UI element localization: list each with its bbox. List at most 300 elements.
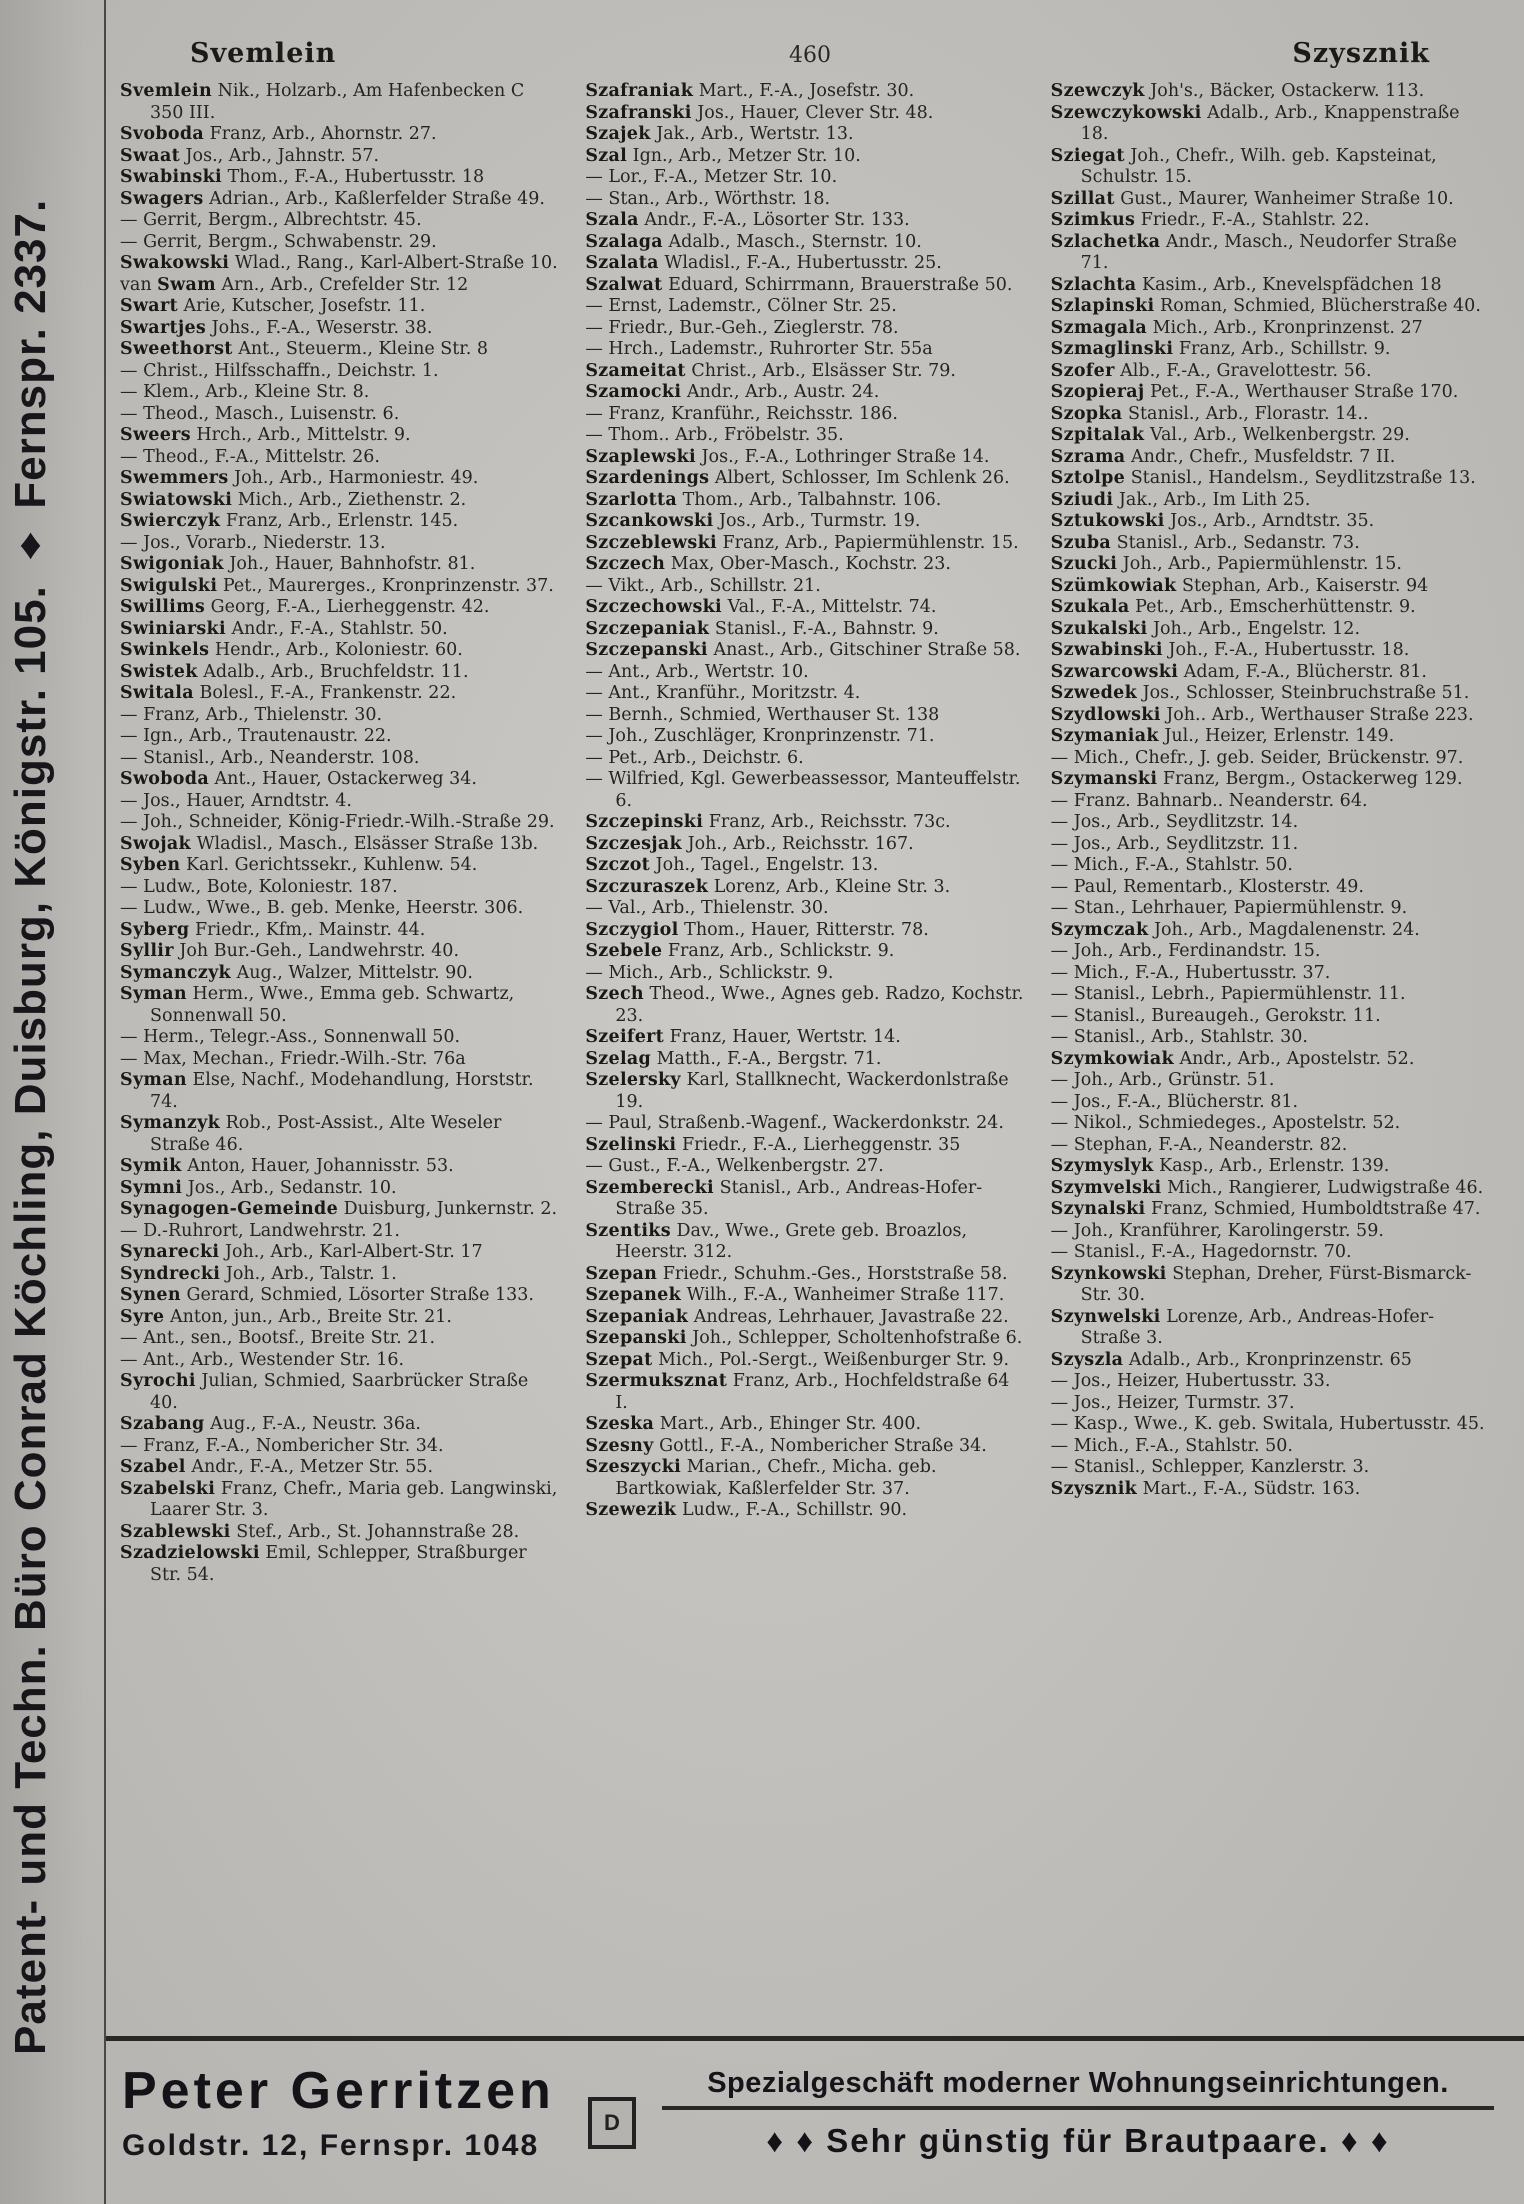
entry-surname: Szczepanski [585,640,708,660]
directory-entry: — Paul, Straßenb.-Wagenf., Wackerdonkstr. 24. [585,1113,1004,1133]
directory-entry: — Wilfried, Kgl. Gewerbeassessor, Manteuffelstr. 6. [585,769,1021,811]
directory-entry: Szeska Mart., Arb., Ehinger Str. 400. [585,1414,922,1434]
page-content [106,0,1524,2204]
directory-entry: — Pet., Arb., Deichstr. 6. [585,747,804,768]
entry-surname: Syrochi [120,1371,196,1391]
directory-entry: Swabinski Thom., F.-A., Hubertusstr. 18 [120,167,485,187]
entry-surname: Syre [120,1306,165,1327]
entry-surname: Szebele [585,941,663,961]
entry-surname: Szymyslyk [1050,1156,1154,1176]
directory-entry: Szepan Friedr., Schuhm.-Ges., Horststraße 58. [585,1263,1008,1284]
directory-entry: Szucki Joh., Arb., Papiermühlenstr. 15. [1050,554,1402,574]
directory-entry: Szymczak Joh., Arb., Magdalenenstr. 24. [1050,919,1420,940]
entry-surname: Szepaniak [585,1306,689,1327]
directory-entry: Szal Ign., Arb., Metzer Str. 10. [585,145,861,166]
directory-entry: — Nikol., Schmiedeges., Apostelstr. 52. [1050,1113,1401,1133]
directory-entry: Swagers Adrian., Arb., Kaßlerfelder Straße 49. [120,188,545,209]
directory-entry: — Paul, Rementarb., Klosterstr. 49. [1050,876,1364,897]
directory-entry: — Gust., F.-A., Welkenbergstr. 27. [585,1156,884,1176]
entry-surname: Swoboda [120,769,209,789]
directory-entry: — Mich., F.-A., Stahlstr. 50. [1050,855,1293,875]
directory-entry: Szwabinski Joh., F.-A., Hubertusstr. 18. [1050,640,1410,660]
directory-entry: Szymanski Franz, Bergm., Ostackerweg 129. [1050,769,1463,789]
entry-surname: Szlapinski [1050,296,1155,316]
entry-surname: Swigulski [120,575,218,596]
directory-entry: — Ant., Arb., Westender Str. 16. [120,1349,405,1370]
directory-entry: — Joh., Arb., Grünstr. 51. [1050,1070,1275,1090]
directory-entry: Swakowski Wlad., Rang., Karl-Albert-Straße 10. [120,253,558,273]
entry-surname: Swillims [120,597,206,617]
directory-entry: Szentiks Dav., Wwe., Grete geb. Broazlos, Heerstr. 312. [585,1220,968,1262]
directory-entry: — Ludw., Bote, Koloniestr. 187. [120,876,398,897]
directory-entry: Szopka Stanisl., Arb., Florastr. 14.. [1050,403,1369,424]
entry-surname: Szalata [585,253,659,273]
directory-entry: — Stan., Lehrhauer, Papiermühlenstr. 9. [1050,898,1408,918]
directory-entry: — Stephan, F.-A., Neanderstr. 82. [1050,1134,1348,1155]
directory-entry: Szimkus Friedr., F.-A., Stahlstr. 22. [1050,210,1370,230]
entry-surname: Swierczyk [120,511,221,531]
directory-entry: Szelag Matth., F.-A., Bergstr. 71. [585,1048,882,1069]
directory-entry: — Thom.. Arb., Fröbelstr. 35. [585,425,844,445]
page-number: 460 [789,43,831,68]
entry-surname: Szadzielowski [120,1543,260,1563]
directory-entry: Szarlotta Thom., Arb., Talbahnstr. 106. [585,489,942,510]
directory-entry: — Stan., Arb., Wörthstr. 18. [585,188,831,209]
directory-entry: Szczechowski Val., F.-A., Mittelstr. 74. [585,597,937,617]
directory-entry: Szukalski Joh., Arb., Engelstr. 12. [1050,618,1361,639]
entry-surname: Szillat [1050,188,1115,209]
directory-entry: Swigoniak Joh., Hauer, Bahnhofstr. 81. [120,554,476,574]
directory-entry: Szynwelski Lorenze, Arb., Andreas-Hofer-Straße 3. [1050,1306,1435,1348]
entry-surname: Szlachta [1050,274,1137,295]
entry-surname: Szynwelski [1050,1306,1161,1327]
entry-surname: Szewczyk [1050,81,1145,101]
directory-entry: Szalata Wladisl., F.-A., Hubertusstr. 25. [585,253,942,273]
entry-surname: Szukalski [1050,618,1148,639]
entry-surname: Symanczyk [120,962,231,983]
entry-surname: Sztolpe [1050,468,1126,488]
entry-surname: Szczot [585,855,651,875]
entry-surname: Szemberecki [585,1177,715,1198]
directory-entry: — Ign., Arb., Trautenaustr. 22. [120,726,392,746]
entry-surname: Szcankowski [585,511,714,531]
directory-entry: Szafraniak Mart., F.-A., Josefstr. 30. [585,81,915,101]
entry-surname: Szydlowski [1050,704,1161,725]
directory-entry: Synen Gerard, Schmied, Lösorter Straße 133. [120,1285,534,1305]
entry-surname: Syman [120,984,187,1004]
directory-entry: Syben Karl. Gerichtssekr., Kuhlenw. 54. [120,855,478,875]
directory-entry: Szardenings Albert, Schlosser, Im Schlenk 26. [585,468,1010,488]
directory-entry: Szczech Max, Ober-Masch., Kochstr. 23. [585,554,951,574]
directory-entry: Syndrecki Joh., Arb., Talstr. 1. [120,1263,397,1284]
entry-surname: Sweers [120,425,191,445]
directory-entry: Szmagala Mich., Arb., Kronprinzenst. 27 [1050,317,1423,338]
entry-surname: Swam [157,274,216,295]
directory-entry: Swart Arie, Kutscher, Josefstr. 11. [120,296,426,316]
directory-entry: — Val., Arb., Thielenstr. 30. [585,898,829,918]
entry-surname: Szentiks [585,1220,671,1241]
entry-surname: Szabel [120,1457,186,1477]
directory-entry: — Franz, Arb., Thielenstr. 30. [120,704,383,725]
directory-entry: Szalaga Adalb., Masch., Sternstr. 10. [585,231,922,252]
directory-entry: Szynkowski Stephan, Dreher, Fürst-Bismarck-Str. 30. [1050,1263,1472,1305]
header-right-title: Szysznik [1292,38,1430,69]
directory-entry: Szamocki Andr., Arb., Austr. 24. [585,382,880,402]
directory-entry: Szewczyk Joh's., Bäcker, Ostackerw. 113. [1050,81,1425,101]
directory-columns [120,81,1490,1586]
directory-entry: Szlachetka Andr., Masch., Neudorfer Straße 71. [1050,231,1457,273]
directory-entry: Szrama Andr., Chefr., Musfeldstr. 7 II. [1050,446,1396,467]
entry-surname: Svoboda [120,124,205,144]
directory-entry: — Jos., F.-A., Blücherstr. 81. [1050,1091,1299,1112]
directory-entry: — Hrch., Lademstr., Ruhrorter Str. 55a [585,339,933,359]
directory-entry: Szymaniak Jul., Heizer, Erlenstr. 149. [1050,726,1395,746]
directory-entry: Swistek Adalb., Arb., Bruchfeldstr. 11. [120,661,469,682]
directory-entry: Szczygiol Thom., Hauer, Ritterstr. 78. [585,919,929,940]
directory-entry: Szcankowski Jos., Arb., Turmstr. 19. [585,511,921,531]
advertiser-address: Goldstr. 12, Fernspr. 1048 [122,2128,540,2162]
directory-entry: — Jos., Hauer, Arndtstr. 4. [120,790,352,811]
directory-entry: Szabelski Franz, Chefr., Maria geb. Langwinski, Laarer Str. 3. [120,1478,558,1520]
directory-entry: — Bernh., Schmied, Werthauser St. 138 [585,704,940,725]
directory-entry: Swartjes Johs., F.-A., Weserstr. 38. [120,317,433,338]
directory-entry: — D.-Ruhrort, Landwehrstr. 21. [120,1220,400,1241]
entry-surname: Swart [120,296,178,316]
directory-entry: — Joh., Kranführer, Karolingerstr. 59. [1050,1220,1384,1241]
footer-advert-left [122,2064,582,2163]
directory-entry: Sweers Hrch., Arb., Mittelstr. 9. [120,425,411,445]
directory-entry: — Vikt., Arb., Schillstr. 21. [585,575,821,596]
entry-surname: Szabelski [120,1478,216,1499]
directory-entry: Szeszycki Marian., Chefr., Micha. geb. Bartkowiak, Kaßlerfelder Str. 37. [585,1457,937,1499]
directory-entry: Szukala Pet., Arb., Emscherhüttenstr. 9. [1050,597,1416,617]
directory-entry: Szczeblewski Franz, Arb., Papiermühlenstr. 15. [585,532,1019,553]
directory-entry: Szyszla Adalb., Arb., Kronprinzenstr. 65 [1050,1349,1412,1370]
directory-entry: Szadzielowski Emil, Schlepper, Straßburger Str. 54. [120,1543,527,1585]
entry-surname: Szlachetka [1050,231,1161,252]
entry-surname: Szümkowiak [1050,575,1177,596]
entry-surname: Szuba [1050,532,1112,553]
entry-surname: Szwedek [1050,683,1138,703]
directory-column-2 [585,81,1024,1586]
directory-entry: — Ant., Kranführ., Moritzstr. 4. [585,683,861,703]
entry-surname: Szucki [1050,554,1118,574]
entry-surname: Swiniarski [120,618,226,639]
entry-surname: Szukala [1050,597,1130,617]
directory-entry: — Gerrit, Bergm., Schwabenstr. 29. [120,231,437,252]
entry-surname: Szablewski [120,1521,231,1542]
directory-entry: Szajek Jak., Arb., Wertstr. 13. [585,124,854,144]
directory-entry: — Theod., F.-A., Mittelstr. 26. [120,446,380,467]
directory-entry: Syre Anton, jun., Arb., Breite Str. 21. [120,1306,452,1327]
directory-entry: — Jos., Arb., Seydlitzstr. 11. [1050,833,1299,854]
entry-surname: Swakowski [120,253,230,273]
directory-entry: Szelinski Friedr., F.-A., Lierheggenstr. 35 [585,1134,961,1155]
directory-entry: — Jos., Heizer, Turmstr. 37. [1050,1392,1295,1413]
entry-surname: Switala [120,683,194,703]
entry-surname: Szalwat [585,274,663,295]
directory-entry: — Friedr., Bur.-Geh., Zieglerstr. 78. [585,317,899,338]
directory-entry: — Stanisl., Lebrh., Papiermühlenstr. 11. [1050,984,1406,1004]
directory-entry: Swaat Jos., Arb., Jahnstr. 57. [120,145,380,166]
entry-surname: Szalaga [585,231,663,252]
entry-surname: Szczesjak [585,833,682,854]
entry-surname: Szaplewski [585,446,696,467]
entry-surname: Symanzyk [120,1113,221,1133]
entry-surname: Swabinski [120,167,222,187]
directory-entry: — Mich., Chefr., J. geb. Seider, Brückenstr. 97. [1050,747,1464,768]
directory-entry: — Stanisl., Bureaugeh., Gerokstr. 11. [1050,1005,1381,1026]
directory-entry: Szalwat Eduard, Schirrmann, Brauerstraße 50. [585,274,1013,295]
directory-entry: Swigulski Pet., Maurerges., Kronprinzenstr. 37. [120,575,554,596]
directory-entry: Szabang Aug., F.-A., Neustr. 36a. [120,1414,421,1434]
footer-advert [106,2036,1524,2204]
directory-entry: Szczot Joh., Tagel., Engelstr. 13. [585,855,879,875]
running-header [120,38,1490,75]
directory-entry: — Stanisl., Arb., Stahlstr. 30. [1050,1027,1308,1047]
directory-entry: Szymkowiak Andr., Arb., Apostelstr. 52. [1050,1048,1415,1069]
entry-surname: Szelag [585,1048,652,1069]
directory-entry: Szysznik Mart., F.-A., Südstr. 163. [1050,1478,1361,1499]
directory-entry: — Mich., F.-A., Stahlstr. 50. [1050,1435,1293,1456]
entry-surname: Szepanek [585,1285,681,1305]
entry-surname: Szofer [1050,360,1115,381]
directory-entry: Szaplewski Jos., F.-A., Lothringer Straße 14. [585,446,990,467]
entry-surname: Swaat [120,145,180,166]
directory-entry: Syman Else, Nachf., Modehandlung, Horststr. 74. [120,1070,534,1112]
directory-entry: Szlapinski Roman, Schmied, Blücherstraße 40. [1050,296,1481,316]
directory-entry: — Joh., Zuschläger, Kronprinzenstr. 71. [585,726,935,746]
directory-entry: — Jos., Vorarb., Niederstr. 13. [120,532,386,553]
directory-entry: Switala Bolesl., F.-A., Frankenstr. 22. [120,683,457,703]
sidebar-advert-text: Patent- und Techn. Büro Conrad Köchling, Duisburg, Königstr. 105. ♦ Fernspr. 2337. [6,198,55,2056]
entry-surname: Swinkels [120,640,210,660]
entry-surname: Syman [120,1070,187,1090]
entry-surname: Szczepinski [585,812,704,832]
entry-surname: Szeska [585,1414,655,1434]
directory-entry: Svoboda Franz, Arb., Ahornstr. 27. [120,124,437,144]
directory-entry: Szelersky Karl, Stallknecht, Wackerdonlstraße 19. [585,1070,1009,1112]
entry-surname: Szarlotta [585,489,677,510]
directory-entry: Szablewski Stef., Arb., St. Johannstraße 28. [120,1521,520,1542]
directory-entry: Szala Andr., F.-A., Lösorter Str. 133. [585,210,910,230]
entry-surname: Szelinski [585,1134,677,1155]
directory-entry: — Stanisl., Schlepper, Kanzlerstr. 3. [1050,1457,1370,1477]
entry-surname: Swistek [120,661,198,682]
directory-entry: Szabel Andr., F.-A., Metzer Str. 55. [120,1457,434,1477]
entry-surname: Szepat [585,1349,653,1370]
entry-surname: Swartjes [120,317,207,338]
directory-entry: Swierczyk Franz, Arb., Erlenstr. 145. [120,511,459,531]
directory-entry: Syllir Joh Bur.-Geh., Landwehrstr. 40. [120,941,460,961]
directory-entry: — Max, Mechan., Friedr.-Wilh.-Str. 76a [120,1048,466,1069]
directory-entry: Symanczyk Aug., Walzer, Mittelstr. 90. [120,962,473,983]
entry-surname: Szymkowiak [1050,1048,1174,1069]
entry-surname: Szczechowski [585,597,722,617]
directory-entry: Sweethorst Ant., Steuerm., Kleine Str. 8 [120,339,489,359]
directory-entry: Symik Anton, Hauer, Johannisstr. 53. [120,1156,454,1176]
directory-entry: Szepaniak Andreas, Lehrhauer, Javastraße 22. [585,1306,1009,1327]
entry-surname: Szymaniak [1050,726,1159,746]
entry-surname: Swiatowski [120,489,233,510]
entry-surname: Szyszla [1050,1349,1124,1370]
directory-entry: Szepanek Wilh., F.-A., Wanheimer Straße 117. [585,1285,1005,1305]
entry-surname: Syllir [120,941,174,961]
directory-entry: — Klem., Arb., Kleine Str. 8. [120,382,370,402]
entry-surname: Szczeblewski [585,532,717,553]
directory-entry: — Mich., Arb., Schlickstr. 9. [585,962,834,983]
entry-surname: Szesny [585,1435,654,1456]
directory-entry: Swinkels Hendr., Arb., Koloniestr. 60. [120,640,463,660]
directory-entry: Szmaglinski Franz, Arb., Schillstr. 9. [1050,339,1391,359]
directory-entry: Szepat Mich., Pol.-Sergt., Weißenburger Str. 9. [585,1349,1010,1370]
directory-entry: Szillat Gust., Maurer, Wanheimer Straße 10. [1050,188,1454,209]
directory-entry: Szwedek Jos., Schlosser, Steinbruchstraße 51. [1050,683,1470,703]
directory-entry: Szebele Franz, Arb., Schlickstr. 9. [585,941,895,961]
directory-entry: — Ernst, Lademstr., Cölner Str. 25. [585,296,897,316]
directory-entry: Szymvelski Mich., Rangierer, Ludwigstraße 46. [1050,1177,1484,1198]
directory-entry: — Kasp., Wwe., K. geb. Switala, Hubertusstr. 45. [1050,1414,1485,1434]
entry-surname: Szwabinski [1050,640,1163,660]
directory-entry: — Theod., Masch., Luisenstr. 6. [120,403,400,424]
entry-surname: Szal [585,145,628,166]
entry-surname: Szimkus [1050,210,1136,230]
directory-entry: — Ant., sen., Bootsf., Breite Str. 21. [120,1328,436,1348]
entry-surname: Szameitat [585,360,686,381]
directory-entry: Szydlowski Joh.. Arb., Werthauser Straße 223. [1050,704,1474,725]
directory-entry: Symni Jos., Arb., Sedanstr. 10. [120,1177,397,1198]
directory-column-3 [1051,81,1490,1586]
entry-surname: Szafranski [585,102,692,123]
entry-surname: Syben [120,855,181,875]
entry-surname: Syndrecki [120,1263,221,1284]
entry-surname: Svemlein [120,81,213,101]
directory-entry: Szynalski Franz, Schmied, Humboldtstraße 47. [1050,1199,1481,1219]
entry-surname: Szepan [585,1263,658,1284]
entry-surname: Szmaglinski [1050,339,1174,359]
header-left-title: Svemlein [190,38,337,69]
entry-surname: Sweethorst [120,339,233,359]
entry-surname: Swemmers [120,468,229,488]
directory-entry: — Franz, F.-A., Nombericher Str. 34. [120,1435,444,1456]
entry-surname: Szwarcowski [1050,661,1179,682]
directory-entry: Syrochi Julian, Schmied, Saarbrücker Straße 40. [120,1371,529,1413]
directory-entry: Szuba Stanisl., Arb., Sedanstr. 73. [1050,532,1360,553]
entry-surname: Szczepaniak [585,618,710,639]
directory-entry: Szameitat Christ., Arb., Elsässer Str. 79. [585,360,956,381]
entry-surname: Szepanski [585,1328,687,1348]
directory-entry: Sztolpe Stanisl., Handelsm., Seydlitzstraße 13. [1050,468,1476,488]
entry-surname: Szpitalak [1050,425,1145,445]
entry-surname: Szczygiol [585,919,679,940]
directory-entry: — Jos., Arb., Seydlitzstr. 14. [1050,812,1299,832]
entry-surname: Szamocki [585,382,682,402]
entry-surname: Szczuraszek [585,876,709,897]
entry-surname: Sziegat [1050,145,1125,166]
directory-entry: Szeifert Franz, Hauer, Wertstr. 14. [585,1027,901,1047]
entry-surname: Szymczak [1050,919,1149,940]
entry-surname: Syberg [120,919,190,940]
entry-surname: Szech [585,984,644,1004]
directory-column-1 [120,81,559,1586]
entry-surname: Szopieraj [1050,382,1145,402]
entry-surname: Szala [585,210,639,230]
entry-surname: Szafraniak [585,81,694,101]
directory-entry: Syman Herm., Wwe., Emma geb. Schwartz, Sonnenwall 50. [120,984,515,1026]
directory-entry: — Jos., Heizer, Hubertusstr. 33. [1050,1371,1331,1391]
directory-entry: — Ludw., Wwe., B. geb. Menke, Heerstr. 306. [120,898,524,918]
directory-entry: Szymyslyk Kasp., Arb., Erlenstr. 139. [1050,1156,1390,1176]
entry-surname: Szewezik [585,1500,677,1520]
directory-entry: — Franz, Kranführ., Reichsstr. 186. [585,403,898,424]
entry-surname: Szewczykowski [1050,102,1202,123]
entry-surname: Szajek [585,124,651,144]
directory-entry: Szafranski Jos., Hauer, Clever Str. 48. [585,102,934,123]
entry-surname: Swagers [120,188,204,209]
entry-surname: Szrama [1050,446,1126,467]
directory-entry: Szwarcowski Adam, F.-A., Blücherstr. 81. [1050,661,1427,682]
entry-surname: Szczech [585,554,666,574]
entry-surname: Symik [120,1156,182,1176]
directory-entry: Swiatowski Mich., Arb., Ziethenstr. 2. [120,489,467,510]
directory-entry: — Stanisl., F.-A., Hagedornstr. 70. [1050,1242,1352,1262]
entry-surname: Szymanski [1050,769,1158,789]
entry-surname: Szabang [120,1414,205,1434]
entry-surname: Szopka [1050,403,1123,424]
directory-entry: Swojak Wladisl., Masch., Elsässer Straße 13b. [120,833,539,854]
entry-surname: Szymvelski [1050,1177,1162,1198]
directory-entry: Szümkowiak Stephan, Arb., Kaiserstr. 94 [1050,575,1429,596]
directory-entry: Svemlein Nik., Holzarb., Am Hafenbecken C 350 III. [120,81,525,123]
entry-surname: Sztukowski [1050,511,1165,531]
entry-surname: Szardenings [585,468,710,488]
directory-entry: Synagogen-Gemeinde Duisburg, Junkernstr. 2. [120,1199,558,1219]
directory-entry: — Mich., F.-A., Hubertusstr. 37. [1050,962,1331,983]
directory-entry: Symanzyk Rob., Post-Assist., Alte Weseler Straße 46. [120,1113,502,1155]
directory-entry: — Herm., Telegr.-Ass., Sonnenwall 50. [120,1027,461,1047]
entry-surname: Szynalski [1050,1199,1146,1219]
directory-entry: — Gerrit, Bergm., Albrechtstr. 45. [120,210,422,230]
directory-entry: Szczesjak Joh., Arb., Reichsstr. 167. [585,833,914,854]
entry-surname: Szeszycki [585,1457,682,1477]
directory-entry: Szofer Alb., F.-A., Gravelottestr. 56. [1050,360,1372,381]
directory-entry: Szopieraj Pet., F.-A., Werthauser Straße 170. [1050,382,1459,402]
directory-entry: — Christ., Hilfsschaffn., Deichstr. 1. [120,360,439,381]
directory-entry: Sziegat Joh., Chefr., Wilh. geb. Kapsteinat, Schulstr. 15. [1050,145,1437,187]
entry-surname: Szmagala [1050,317,1148,338]
directory-entry: — Ant., Arb., Wertstr. 10. [585,661,809,682]
directory-entry: Szczuraszek Lorenz, Arb., Kleine Str. 3. [585,876,951,897]
directory-entry: Szewczykowski Adalb., Arb., Knappenstraße 18. [1050,102,1460,144]
entry-surname: Szeifert [585,1027,665,1047]
entry-surname: Synarecki [120,1242,220,1262]
directory-entry: — Lor., F.-A., Metzer Str. 10. [585,167,838,187]
advert-logo-icon: D [588,2097,636,2149]
entry-surname: Synagogen-Gemeinde [120,1199,339,1219]
directory-entry: Szpitalak Val., Arb., Welkenbergstr. 29. [1050,425,1410,445]
directory-entry: Sztukowski Jos., Arb., Arndtstr. 35. [1050,511,1375,531]
directory-entry: Szermuksznat Franz, Arb., Hochfeldstraße 64 I. [585,1371,1010,1413]
entry-surname: Sziudi [1050,489,1114,510]
entry-surname: Swigoniak [120,554,224,574]
directory-entry: Syberg Friedr., Kfm,. Mainstr. 44. [120,919,426,940]
footer-advert-right [662,2067,1494,2160]
directory-entry: Szczepaniak Stanisl., F.-A., Bahnstr. 9. [585,618,939,639]
advertiser-name: Peter Gerritzen [122,2062,555,2121]
directory-entry: — Joh., Arb., Ferdinandstr. 15. [1050,941,1321,961]
entry-surname: Synen [120,1285,181,1305]
directory-entry: Swiniarski Andr., F.-A., Stahlstr. 50. [120,618,448,639]
